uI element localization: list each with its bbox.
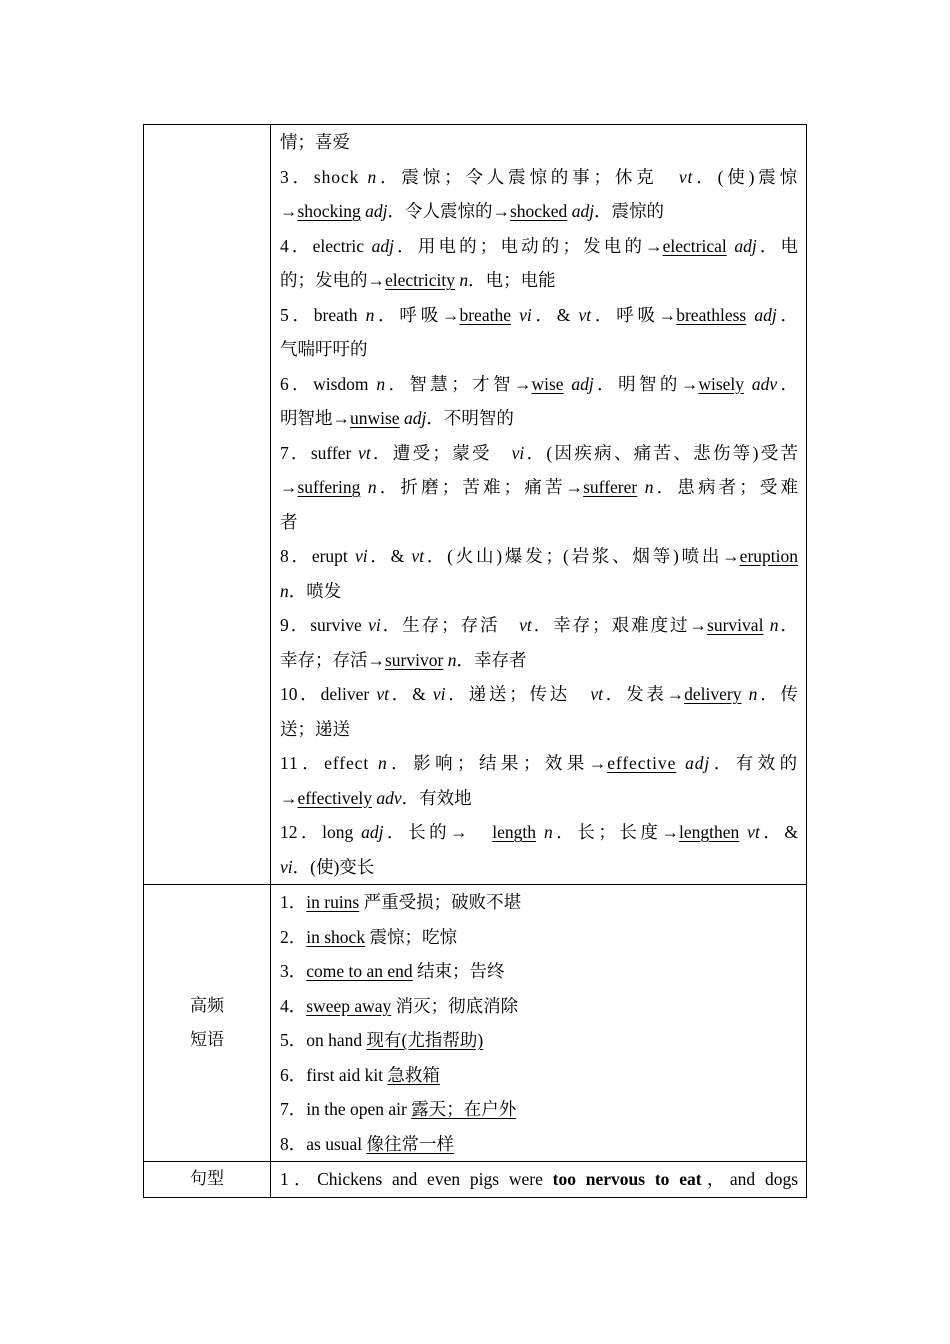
word-line: 7．suffer vt．遭受；蒙受 vi．(因疾病、痛苦、悲伤等)受苦	[280, 442, 798, 463]
phrases-row	[144, 885, 807, 1162]
phrases-label: 高频 短语	[144, 885, 271, 1162]
word-line: 者	[280, 511, 298, 532]
phrase-item: 1．in ruins 严重受损；破败不堪	[280, 892, 522, 912]
word-line: →shocking adj．令人震惊的→shocked adj．震惊的	[280, 201, 665, 221]
word-line: 10．deliver vt．& vi．递送；传达 vt．发表→delivery n．传	[280, 684, 798, 704]
word-line: 3．shock n．震惊；令人震惊的事；休克 vt．(使)震惊	[280, 166, 798, 187]
word-line: 8．erupt vi．& vt．(火山)爆发；(岩浆、烟等)喷出→eruption	[280, 546, 798, 566]
word-line: 4．electric adj．用电的；电动的；发电的→electrical adj．电	[280, 235, 798, 256]
word-line: 9．survive vi．生存；存活 vt．幸存；艰难度过→survival n．	[280, 615, 798, 635]
phrase-item: 2．in shock 震惊；吃惊	[280, 926, 457, 947]
sentences-content-cell	[271, 1162, 807, 1198]
word-line: 幸存；存活→survivor n．幸存者	[280, 649, 527, 670]
word-line: 情；喜爱	[280, 132, 350, 152]
word-line: 12．long adj．长的→ length n．长；长度→lengthen vt．&	[280, 822, 798, 842]
word-line: n．喷发	[280, 580, 342, 601]
word-line: 明智地→unwise adj．不明智的	[280, 408, 514, 428]
words-content-cell	[271, 125, 807, 885]
phrase-item: 6．first aid kit 急救箱	[280, 1064, 440, 1085]
word-line: 送；递送	[280, 718, 350, 739]
word-line: 的；发电的→electricity n．电；电能	[280, 270, 556, 290]
phrases-content-cell	[271, 885, 807, 1162]
sentences-row	[144, 1162, 807, 1198]
word-line: 6．wisdom n．智慧；才智→wise adj．明智的→wisely adv．	[280, 373, 798, 394]
word-line: 5．breath n．呼吸→breathe vi．& vt．呼吸→breathless adj．	[280, 304, 798, 325]
sentences-label: 句型	[144, 1162, 271, 1198]
phrase-item: 4．sweep away 消灭；彻底消除	[280, 995, 519, 1016]
word-line: →effectively adv．有效地	[280, 787, 472, 808]
phrase-item: 8．as usual 像往常一样	[280, 1133, 455, 1154]
words-label-cell	[144, 125, 271, 885]
phrase-item: 5．on hand 现有(尤指帮助)	[280, 1030, 484, 1050]
words-row	[144, 125, 807, 885]
word-line: 气喘吁吁的	[280, 339, 368, 359]
sentence-item: 1．Chickens and even pigs were too nervous to eat，and dogs	[280, 1169, 798, 1189]
word-line: →suffering n．折磨；苦难；痛苦→sufferer n．患病者；受难	[280, 477, 798, 497]
vocabulary-table	[143, 124, 807, 1198]
word-line: vi．(使)变长	[280, 856, 375, 877]
phrase-item: 3．come to an end 结束；告终	[280, 961, 505, 981]
phrase-item: 7．in the open air 露天；在户外	[280, 1099, 517, 1119]
word-line: 11．effect n．影响；结果；效果→effective adj．有效的	[280, 753, 798, 773]
